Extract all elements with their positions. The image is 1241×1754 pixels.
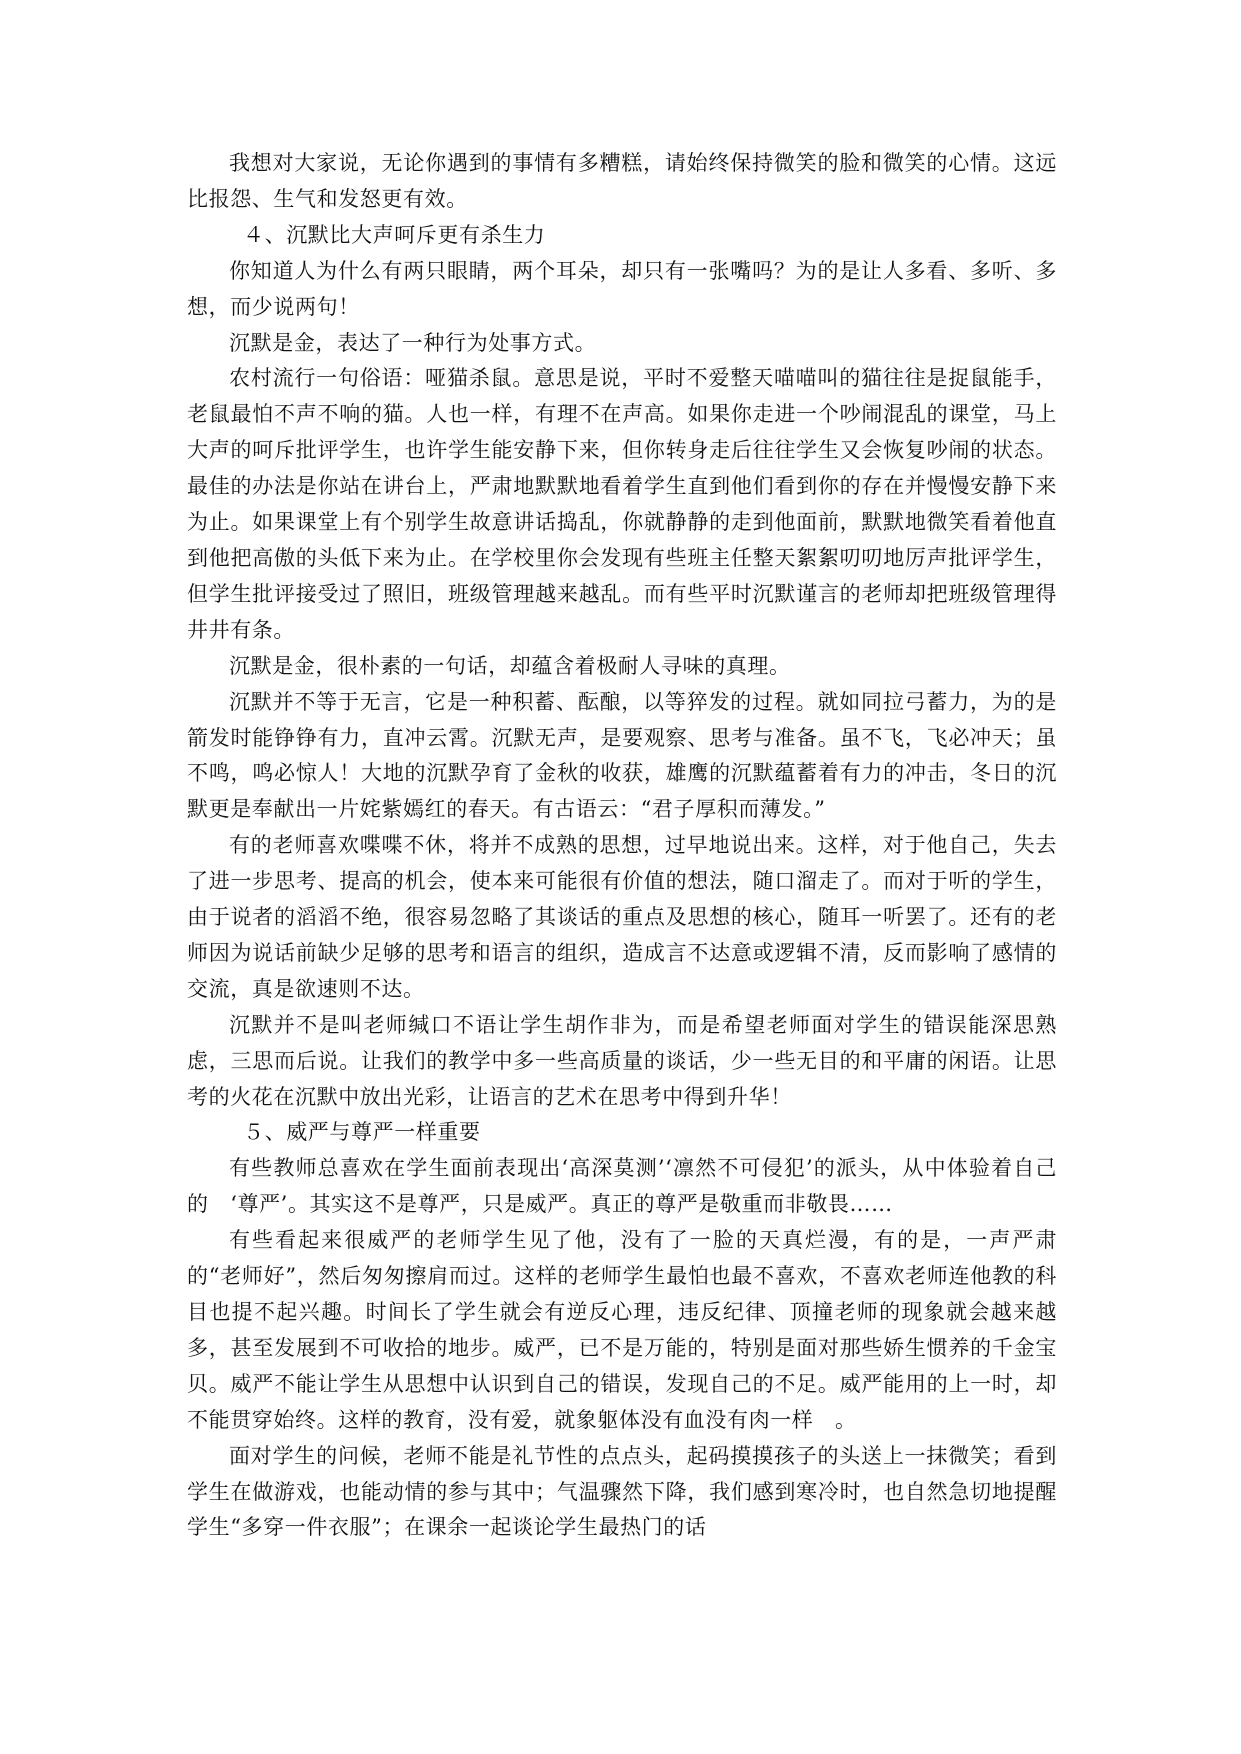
paragraph-simple-truth: 沉默是金，很朴素的一句话，却蕴含着极耐人寻味的真理。 (229, 653, 791, 678)
paragraph-silence-accumulation: 沉默并不等于无言，它是一种积蓄、酝酿，以等猝发的过程。就如同拉弓蓄力，为的是箭发时能铮铮有力，直冲云霄。沉默无声，是要观察、思考与准备。虽不飞，飞必冲天；虽不鸣，鸣必惊人！大地的沉默孕育了金秋的收获，雄鹰的沉默蕴蓄着有力的冲击，冬日的沉默更是奉献出一片姹紫嫣红的春天。有古语云：“君子厚积而薄发。” (187, 689, 1057, 822)
paragraph-dignity-vs-authority: 有些教师总喜欢在学生面前表现出‘高深莫测’‘凛然不可侵犯’的派头，从中体验着自己的 ‘尊严’。其实这不是尊严，只是威严。真正的尊严是敬重而非敬畏…… (187, 1156, 1057, 1217)
paragraph-smile-advice: 我想对大家说，无论你遇到的事情有多糟糕，请始终保持微笑的脸和微笑的心情。这远比报怨、生气和发怒更有效。 (187, 151, 1057, 211)
paragraph-two-eyes-one-mouth: 你知道人为什么有两只眼睛，两个耳朵，却只有一张嘴吗？为的是让人多看、多听、多想，而少说两句！ (187, 258, 1057, 319)
section-heading-4: ４、沉默比大声呵斥更有杀生力 (243, 222, 546, 247)
paragraph-stern-teachers: 有些看起来很威严的老师学生见了他，没有了一脸的天真烂漫，有的是，一声严肃的“老师好”，然后匆匆擦肩而过。这样的老师学生最怕也最不喜欢，不喜欢老师连他教的科目也提不起兴趣。时间长了学生就会有逆反心理，违反纪律、顶撞老师的现象就会越来越多，甚至发展到不可收拾的地步。威严，已不是万能的，特别是面对那些娇生惯养的千金宝贝。威严不能让学生从思想中认识到自己的错误，发现自己的不足。威严能用的上一时，却不能贯穿始终。这样的教育，没有爱，就象躯体没有血没有肉一样 。 (187, 1228, 1057, 1432)
document-body (187, 146, 1057, 1546)
paragraph-think-before-speaking: 沉默并不是叫老师缄口不语让学生胡作非为，而是希望老师面对学生的错误能深思熟虑，三思而后说。让我们的教学中多一些高质量的谈话，少一些无目的和平庸的闲语。让思考的火花在沉默中放出光彩，让语言的艺术在思考中得到升华！ (187, 1012, 1057, 1109)
section-heading-5: ５、威严与尊严一样重要 (243, 1120, 481, 1145)
paragraph-silence-is-gold: 沉默是金，表达了一种行为处事方式。 (229, 330, 597, 355)
paragraph-silent-cat-proverb: 农村流行一句俗语：哑猫杀鼠。意思是说，平时不爱整天喵喵叫的猫往往是捉鼠能手，老鼠最怕不声不响的猫。人也一样，有理不在声高。如果你走进一个吵闹混乱的课堂，马上大声的呵斥批评学生，也许学生能安静下来，但你转身走后往往学生又会恢复吵闹的状态。最佳的办法是你站在讲台上，严肃地默默地看着学生直到他们看到你的存在并慢慢安静下来为止。如果课堂上有个别学生故意讲话捣乱，你就静静的走到他面前，默默地微笑看着他直到他把高傲的头低下来为止。在学校里你会发现有些班主任整天絮絮叨叨地厉声批评学生，但学生批评接受过了照旧，班级管理越来越乱。而有些平时沉默谨言的老师却把班级管理得井井有条。 (187, 366, 1057, 642)
paragraph-warm-response: 面对学生的问候，老师不能是礼节性的点点头，起码摸摸孩子的头送上一抹微笑；看到学生在做游戏，也能动情的参与其中；气温骤然下降，我们感到寒冷时，也自然急切地提醒学生“多穿一件衣服”；在课余一起谈论学生最热门的话 (187, 1443, 1057, 1540)
paragraph-talkative-teachers: 有的老师喜欢喋喋不休，将并不成熟的思想，过早地说出来。这样，对于他自己，失去了进一步思考、提高的机会，使本来可能很有价值的想法，随口溜走了。而对于听的学生，由于说者的滔滔不绝，很容易忽略了其谈话的重点及思想的核心，随耳一听罢了。还有的老师因为说话前缺少足够的思考和语言的组织，造成言不达意或逻辑不清，反而影响了感情的交流，真是欲速则不达。 (187, 833, 1057, 1001)
